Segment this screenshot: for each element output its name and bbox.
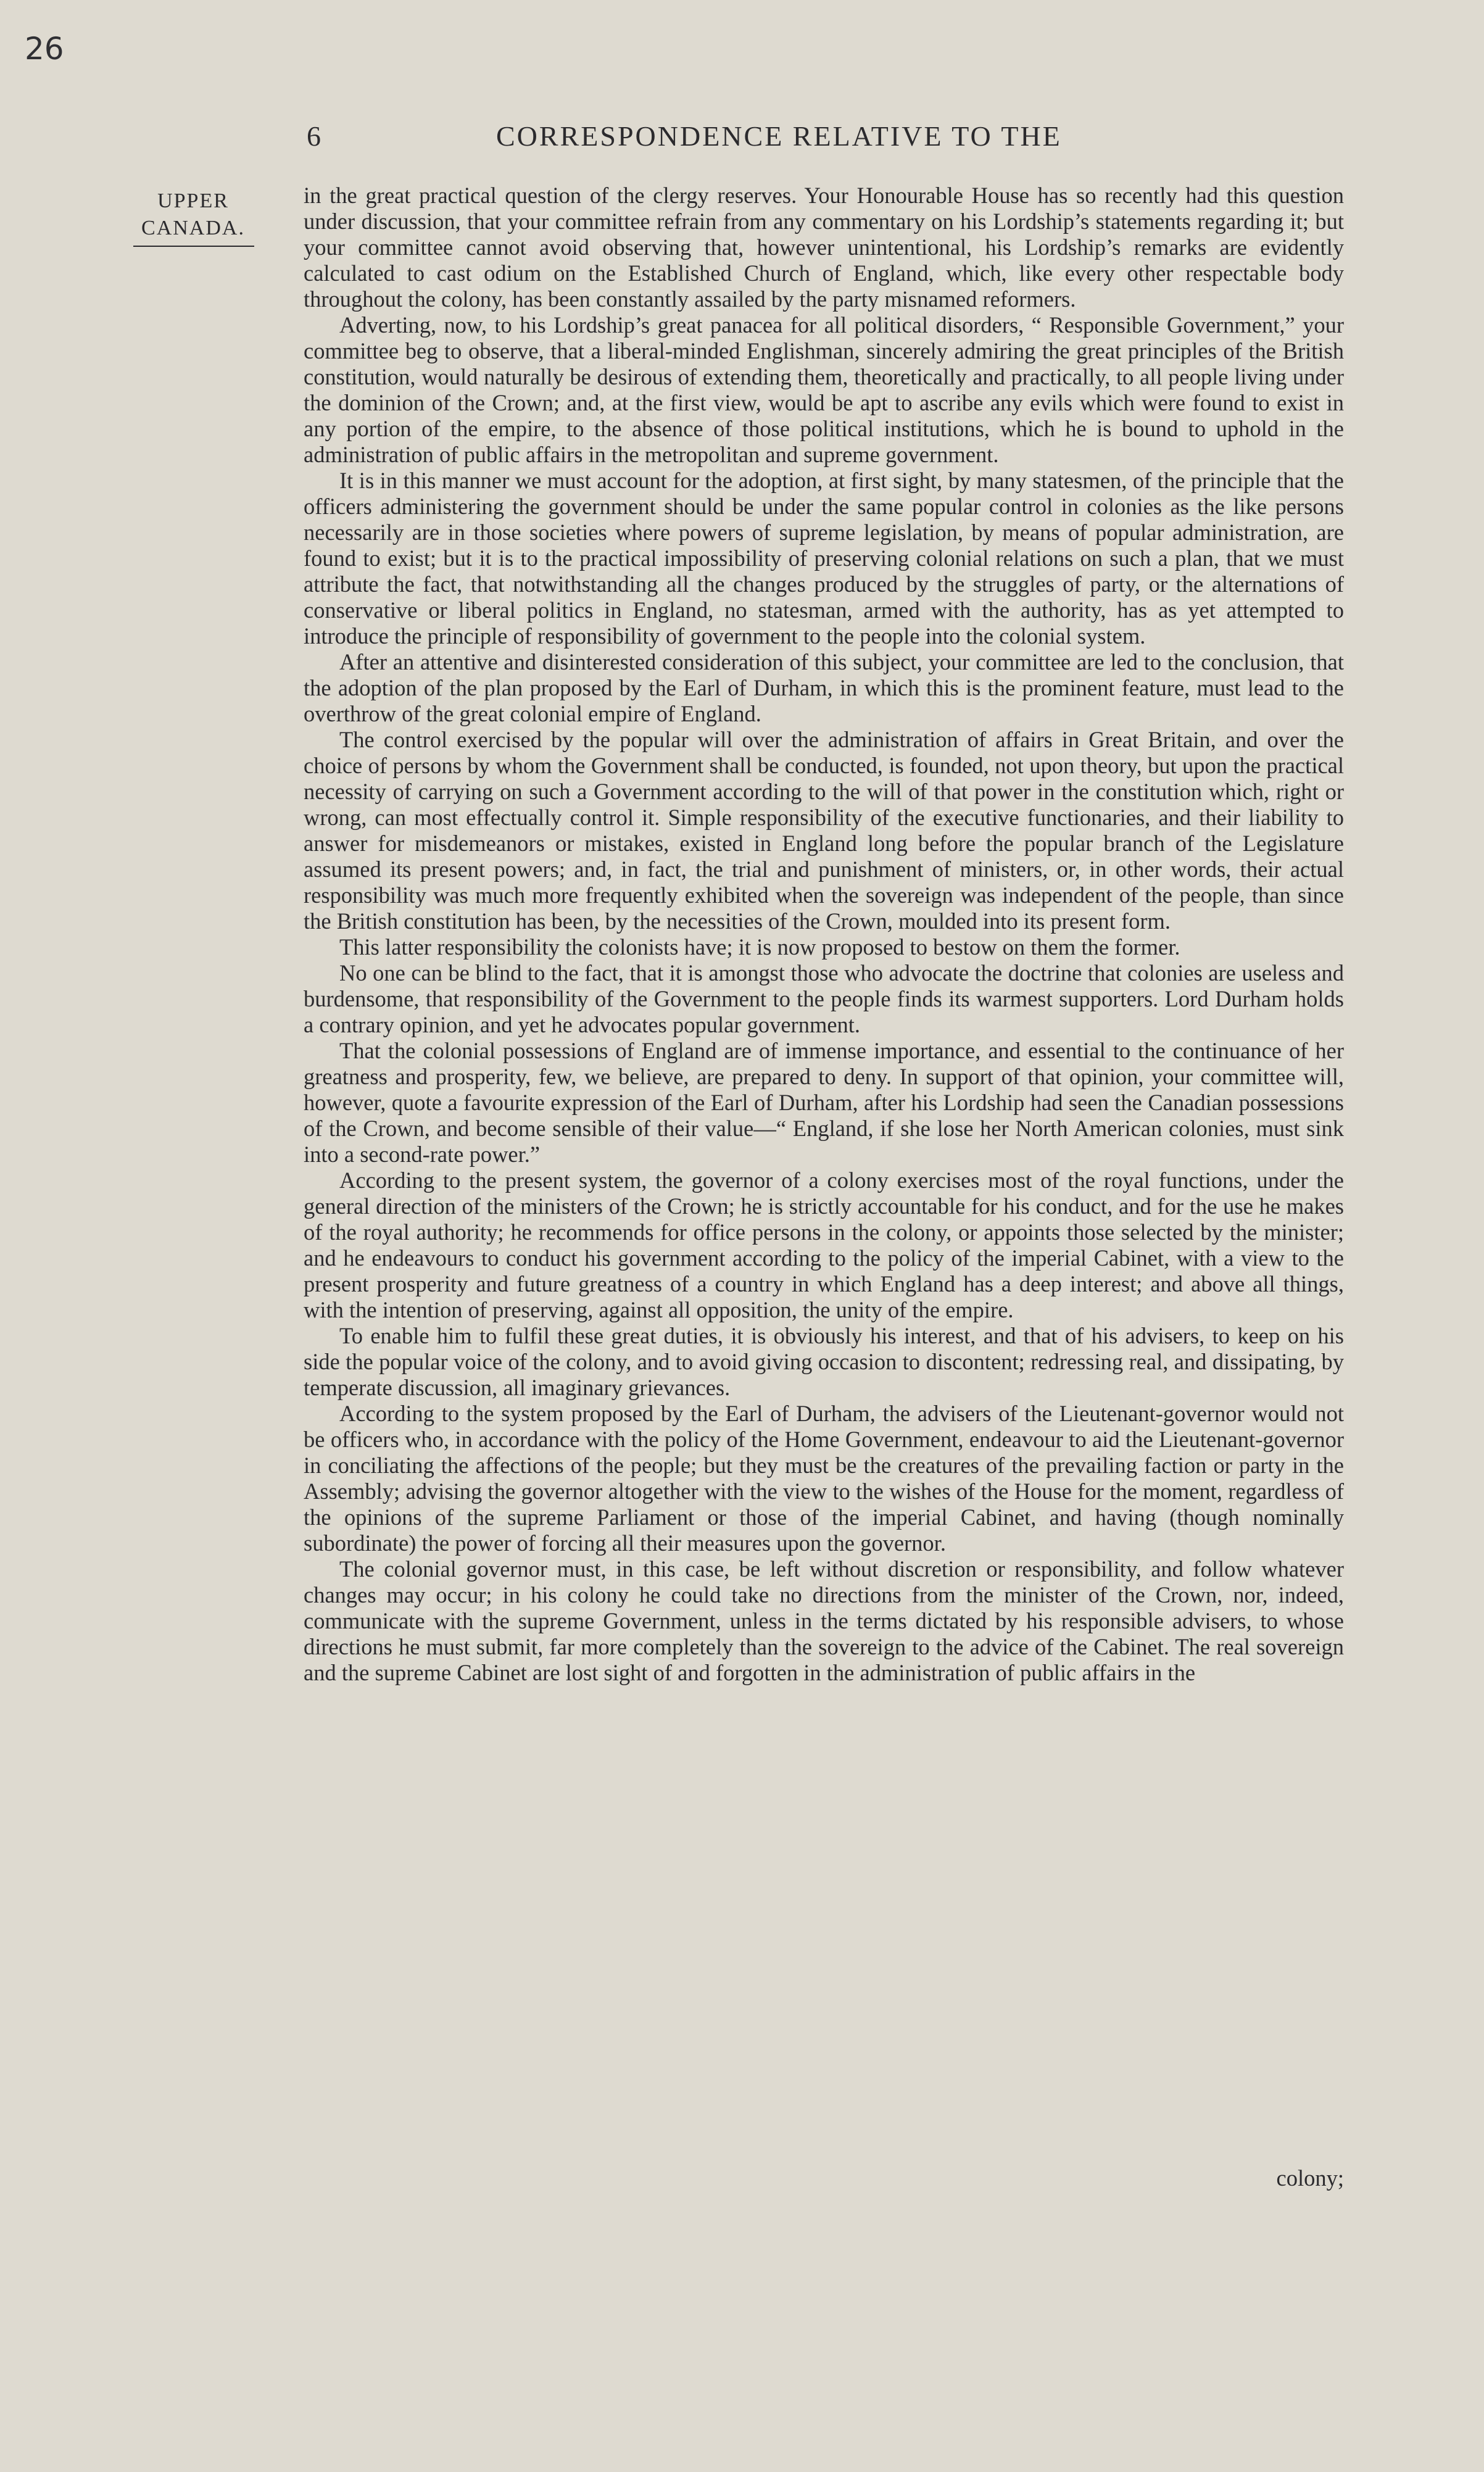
sidenote-rule <box>133 246 254 247</box>
paragraph: According to the system proposed by the Earl of Durham, the advisers of the Lieutenant-governor would not be officers who, in accordance with the policy of the Home Government, endeavour to aid the Lieutenant-governor in conciliating the affections of the people; but they must be the creatures of the prevailing faction or party in the Assembly; advising the governor altogether with the view to the wishes of the House for the moment, regardless of the opinions of the supreme Parliament or those of the imperial Cabinet, and having (though nominally subordinate) the power of forcing all their measures upon the governor. <box>304 1401 1344 1556</box>
paragraph: No one can be blind to the fact, that it is amongst those who advocate the doctrine that colonies are useless and burdensome, that responsibility of the Government to the people finds its warmest supporters. Lord Durham holds a contrary opinion, and yet he advocates popular government. <box>304 960 1344 1037</box>
paragraph: in the great practical question of the clergy reserves. Your Honourable House has so recently had this question under discussion, that your committee refrain from any commentary on his Lordship’s statements regarding it; but your committee cannot avoid observing that, however unintentional, his Lordship’s remarks are evidently calculated to cast odium on the Established Church of England, which, like every other respectable body throughout the colony, has been constantly assailed by the party misnamed reformers. <box>304 183 1344 312</box>
paragraph: After an attentive and disinterested consideration of this subject, your committee are led to the conclusion, that the adoption of the plan proposed by the Earl of Durham, in which this is the prominent feature, must lead to the overthrow of the great colonial empire of England. <box>304 649 1344 726</box>
paragraph: This latter responsibility the colonists have; it is now proposed to bestow on them the former. <box>339 934 1180 960</box>
catchword: colony; <box>1276 2165 1344 2191</box>
sidenote-line-2: CANADA. <box>141 217 245 239</box>
paragraph: That the colonial possessions of England are of immense importance, and essential to the continuance of her greatness and prosperity, few, we believe, are prepared to deny. In support of that opinion, your committee will, however, quote a favourite expression of the Earl of Durham, after his Lordship had seen the Canadian possessions of the Crown, and become sensible of their value—“ England, if she lose her North American colonies, must sink into a second-rate power.” <box>304 1038 1344 1167</box>
paragraph: The control exercised by the popular will over the administration of affairs in Great Britain, and over the choice of persons by whom the Government shall be conducted, is founded, not upon theory, but upon the practical necessity of carrying on such a Government according to the will of that power in the constitution which, right or wrong, can most effectually control it. Simple responsibility of the executive functionaries, and their liability to answer for misdemeanors or mistakes, existed in England long before the popular branch of the Legislature assumed its present powers; and, in fact, the trial and punishment of ministers, or, in other words, their actual responsibility was much more frequently exhibited when the sovereign was independent of the people, than since the British constitution has been, by the necessities of the Crown, moulded into its present form. <box>304 727 1344 934</box>
paragraph: To enable him to fulfil these great duties, it is obviously his interest, and that of his advisers, to keep on his side the popular voice of the colony, and to avoid giving occasion to discontent; redressing real, and dissipating, by temperate discussion, all imaginary grievances. <box>304 1323 1344 1400</box>
paragraph: Adverting, now, to his Lordship’s great panacea for all political disorders, “ Responsible Government,” your committee beg to observe, that a liberal-minded Englishman, sincerely admiring the great principles of the British constitution, would naturally be desirous of extending them, theoretically and practically, to all people living under the dominion of the Crown; and, at the first view, would be apt to ascribe any evils which were found to exist in any portion of the empire, to the absence of those political institutions, which he is bound to uphold in the administration of public affairs in the metropolitan and supreme government. <box>304 312 1344 467</box>
paragraph: The colonial governor must, in this case, be left without discretion or responsibility, and follow whatever changes may occur; in his colony he could take no directions from the minister of the Crown, nor, indeed, communicate with the supreme Government, unless in the terms dictated by his responsible advisers, to whose directions he must submit, far more completely than the sovereign to the advice of the Cabinet. The real sovereign and the supreme Cabinet are lost sight of and forgotten in the administration of public affairs in the <box>304 1556 1344 1685</box>
header-page-number: 6 <box>307 120 321 152</box>
running-header-title: CORRESPONDENCE RELATIVE TO THE <box>496 120 1062 152</box>
body-text <box>304 183 1344 1686</box>
margin-sidenote <box>128 188 258 247</box>
sidenote-line-1: UPPER <box>157 189 229 212</box>
paragraph: According to the present system, the governor of a colony exercises most of the royal functions, under the general direction of the ministers of the Crown; he is strictly accountable for his conduct, and for the use he makes of the royal authority; he recommends for office persons in the colony, or appoints those selected by the minister; and he endeavours to conduct his government according to the policy of the imperial Cabinet, with a view to the present prosperity and future greatness of a country in which England has a deep interest; and above all things, with the intention of preserving, against all opposition, the unity of the empire. <box>304 1168 1344 1322</box>
paragraph: It is in this manner we must account for the adoption, at first sight, by many statesmen, of the principle that the officers administering the government should be under the same popular control in colonies as the like persons necessarily are in those societies where powers of supreme legislation, by means of popular administration, are found to exist; but it is to the practical impossibility of preserving colonial relations on such a plan, that we must attribute the fact, that notwithstanding all the changes produced by the struggles of party, or the alternations of conservative or liberal politics in England, no statesman, armed with the authority, has as yet attempted to introduce the principle of responsibility of government to the people into the colonial system. <box>304 468 1344 649</box>
scan-page-number: 26 <box>25 31 64 67</box>
